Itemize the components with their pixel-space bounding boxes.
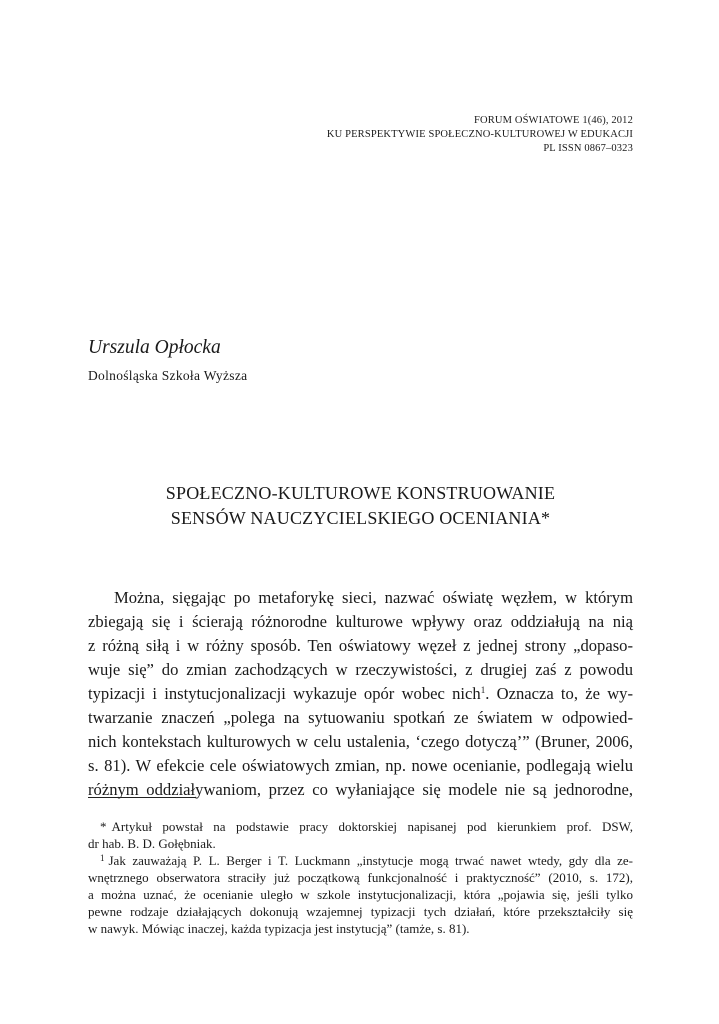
body-line: zbiegają się i ścierają różnorodne kulturowe wpływy oraz oddziałują na nią <box>88 612 633 631</box>
footnote-star-line: dr hab. B. D. Gołębniak. <box>88 836 216 851</box>
body-line: nich kontekstach kulturowych w celu ustalenia, ‘czego dotyczą’” (Bruner, 2006, <box>88 732 633 751</box>
body-line <box>88 682 633 706</box>
footnote-text: Artykuł powstał na podstawie pracy doktorskiej napisanej pod kierunkiem prof. DSW, <box>111 819 633 834</box>
footnote-one-line: wnętrznego obserwatora straciły już początkową funkcjonalność i praktyczność” (2010, s. 172), <box>88 870 633 885</box>
footnote-star-line <box>88 818 633 835</box>
article-title <box>88 481 633 531</box>
body-line: różnym oddziaływaniom, przez co wyłaniające się modele nie są jednorodne, <box>88 780 633 799</box>
journal-issn: PL ISSN 0867–0323 <box>543 143 633 154</box>
body-line: twarzanie znaczeń „polega na sytuowaniu spotkań ze światem w odpowied- <box>88 708 633 727</box>
article-title-line: SPOŁECZNO-KULTUROWE KONSTRUOWANIE <box>165 483 556 503</box>
article-title-line: SENSÓW NAUCZYCIELSKIEGO OCENIANIA* <box>170 508 551 528</box>
journal-issue-theme: KU PERSPEKTYWIE SPOŁECZNO-KULTUROWEJ W EDUKACJI <box>326 129 633 140</box>
footnote-star-mark: * <box>100 819 107 834</box>
author-name: Urszula Opłocka <box>88 337 221 358</box>
body-line-text: typizacji i instytucjonalizacji wykazuje opór wobec nich <box>88 684 481 703</box>
footnote-reference: 1 <box>480 685 486 695</box>
body-line-text: . Oznacza to, że wy- <box>485 684 633 703</box>
footnote-one-line: pewne rodzaje działających dokonują wzajemnej typizacji tych działań, które przekształciły się <box>88 904 633 919</box>
body-line: s. 81). W efekcie cele oświatowych zmian, np. nowe ocenianie, podlegają wielu <box>88 756 633 775</box>
footnote-one-mark: 1 <box>100 853 105 863</box>
footnote-text: Jak zauważają P. L. Berger i T. Luckmann „instytucje mogą trwać nawet wtedy, gdy dla ze- <box>108 853 633 868</box>
footnotes <box>88 818 633 937</box>
body-paragraph <box>88 586 633 802</box>
footnote-one-line <box>88 852 633 869</box>
footnote-separator <box>88 797 196 798</box>
author-affiliation: Dolnośląska Szkoła Wyższa <box>88 368 248 383</box>
body-line: Można, sięgając po metaforykę sieci, nazwać oświatę węzłem, w którym <box>114 588 633 607</box>
journal-name: FORUM OŚWIATOWE 1(46), 2012 <box>473 115 633 126</box>
footnote-one-line: a można uznać, że ocenianie uległo w szkole instytucjonalizacji, która „pojawia się, jeśli tylko <box>88 887 633 902</box>
footnote-one-line: w nawyk. Mówiąc inaczej, każda typizacja jest instytucją” (tamże, s. 81). <box>88 921 470 936</box>
body-line: wuje się” do zmian zachodzących w rzeczywistości, z drugiej zaś z powodu <box>88 660 633 679</box>
journal-header <box>213 114 633 156</box>
body-line: z różną siłą i w różny sposób. Ten oświatowy węzeł z jednej strony „dopaso- <box>88 636 633 655</box>
